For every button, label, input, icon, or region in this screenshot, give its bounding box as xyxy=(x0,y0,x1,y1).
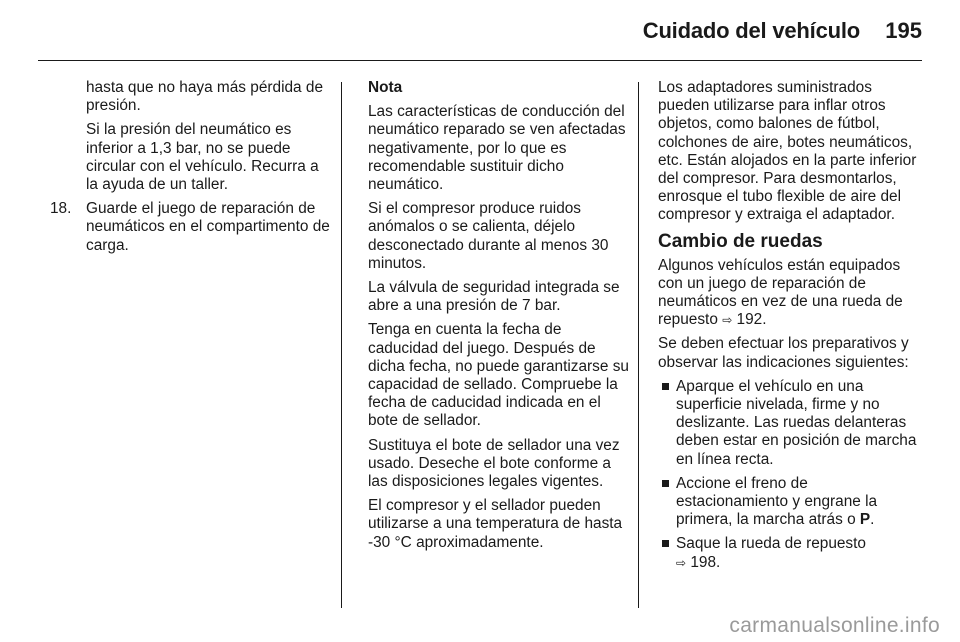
paragraph xyxy=(658,257,920,330)
square-bullet-icon xyxy=(662,480,669,487)
page-title: Cuidado del vehículo xyxy=(642,18,860,43)
paragraph: El compresor y el sellador pueden utilizarse a una temperatura de hasta -30 °C aproximadamente. xyxy=(368,497,623,551)
list-item-text: Accione el freno de estacionamiento y engrane la primera, la marcha atrás o xyxy=(676,474,878,529)
step-text: Guarde el juego de reparación de neumáticos en el compartimento de carga. xyxy=(86,200,330,254)
list-item xyxy=(658,378,920,469)
column-middle xyxy=(368,79,630,558)
list-item-text: Saque la rueda de repuesto xyxy=(676,535,866,553)
column-divider-left xyxy=(341,82,342,608)
column-right xyxy=(658,79,920,578)
gear-position-label: P xyxy=(859,511,871,529)
column-divider-right xyxy=(638,82,639,608)
column-left xyxy=(50,79,330,255)
paragraph: La válvula de seguridad integrada se abre a una presión de 7 bar. xyxy=(368,279,620,315)
numbered-step xyxy=(50,200,330,255)
square-bullet-icon xyxy=(662,383,669,390)
paragraph: Sustituya el bote de sellador una vez usado. Deseche el bote conforme a las disposiciones legales vigentes. xyxy=(368,436,620,491)
list-item-text: Aparque el vehículo en una superficie nivelada, firme y no deslizante. Las ruedas delanteras deben estar en posición de marcha en línea recta. xyxy=(676,377,917,468)
paragraph: Si el compresor produce ruidos anómalos o se calienta, déjelo desconectado durante al menos 30 minutos. xyxy=(368,200,609,272)
square-bullet-icon xyxy=(662,540,669,547)
page-reference[interactable]: 192. xyxy=(736,311,767,329)
note-text: Las características de conducción del neumático reparado se ven afectadas negativamente, por lo que es recomendable sustituir dicho neumático. xyxy=(368,103,626,194)
watermark: carmanualsonline.info xyxy=(729,614,940,637)
paragraph: Se deben efectuar los preparativos y observar las indicaciones siguientes: xyxy=(658,335,909,371)
paragraph: Los adaptadores suministrados pueden utilizarse para inflar otros objetos, como balones de fútbol, colchones de aire, botes neumáticos, etc. Están alojados en la parte inferior del compresor. Para desmontarlos, enrosque el tubo flexible de aire del compresor y extraiga el adaptador. xyxy=(658,79,917,224)
page-reference-icon: ⇨ xyxy=(676,555,687,570)
list-item xyxy=(658,535,920,571)
paragraph: Tenga en cuenta la fecha de caducidad del juego. Después de dicha fecha, no puede garantizarse su capacidad de sellado. Compruebe la fecha de caducidad indicada en el bote de sellador. xyxy=(368,321,629,430)
page-reference[interactable]: 198. xyxy=(690,553,721,571)
page-number: 195 xyxy=(885,18,922,43)
note-title: Nota xyxy=(368,79,403,96)
paragraph-text: Algunos vehículos están equipados con un juego de reparación de neumáticos en vez de una rueda de repuesto xyxy=(658,256,903,329)
paragraph: Si la presión del neumático es inferior a 1,3 bar, no se puede circular con el vehículo. Recurra a la ayuda de un taller. xyxy=(86,121,319,194)
paragraph: hasta que no haya más pérdida de presión. xyxy=(86,79,324,115)
header-rule xyxy=(38,60,922,61)
step-number: 18. xyxy=(50,200,72,218)
list-item-end: . xyxy=(870,511,875,529)
section-heading: Cambio de ruedas xyxy=(658,230,823,252)
list-item xyxy=(658,475,920,530)
page-reference-icon: ⇨ xyxy=(722,313,733,328)
page-header xyxy=(0,0,960,60)
